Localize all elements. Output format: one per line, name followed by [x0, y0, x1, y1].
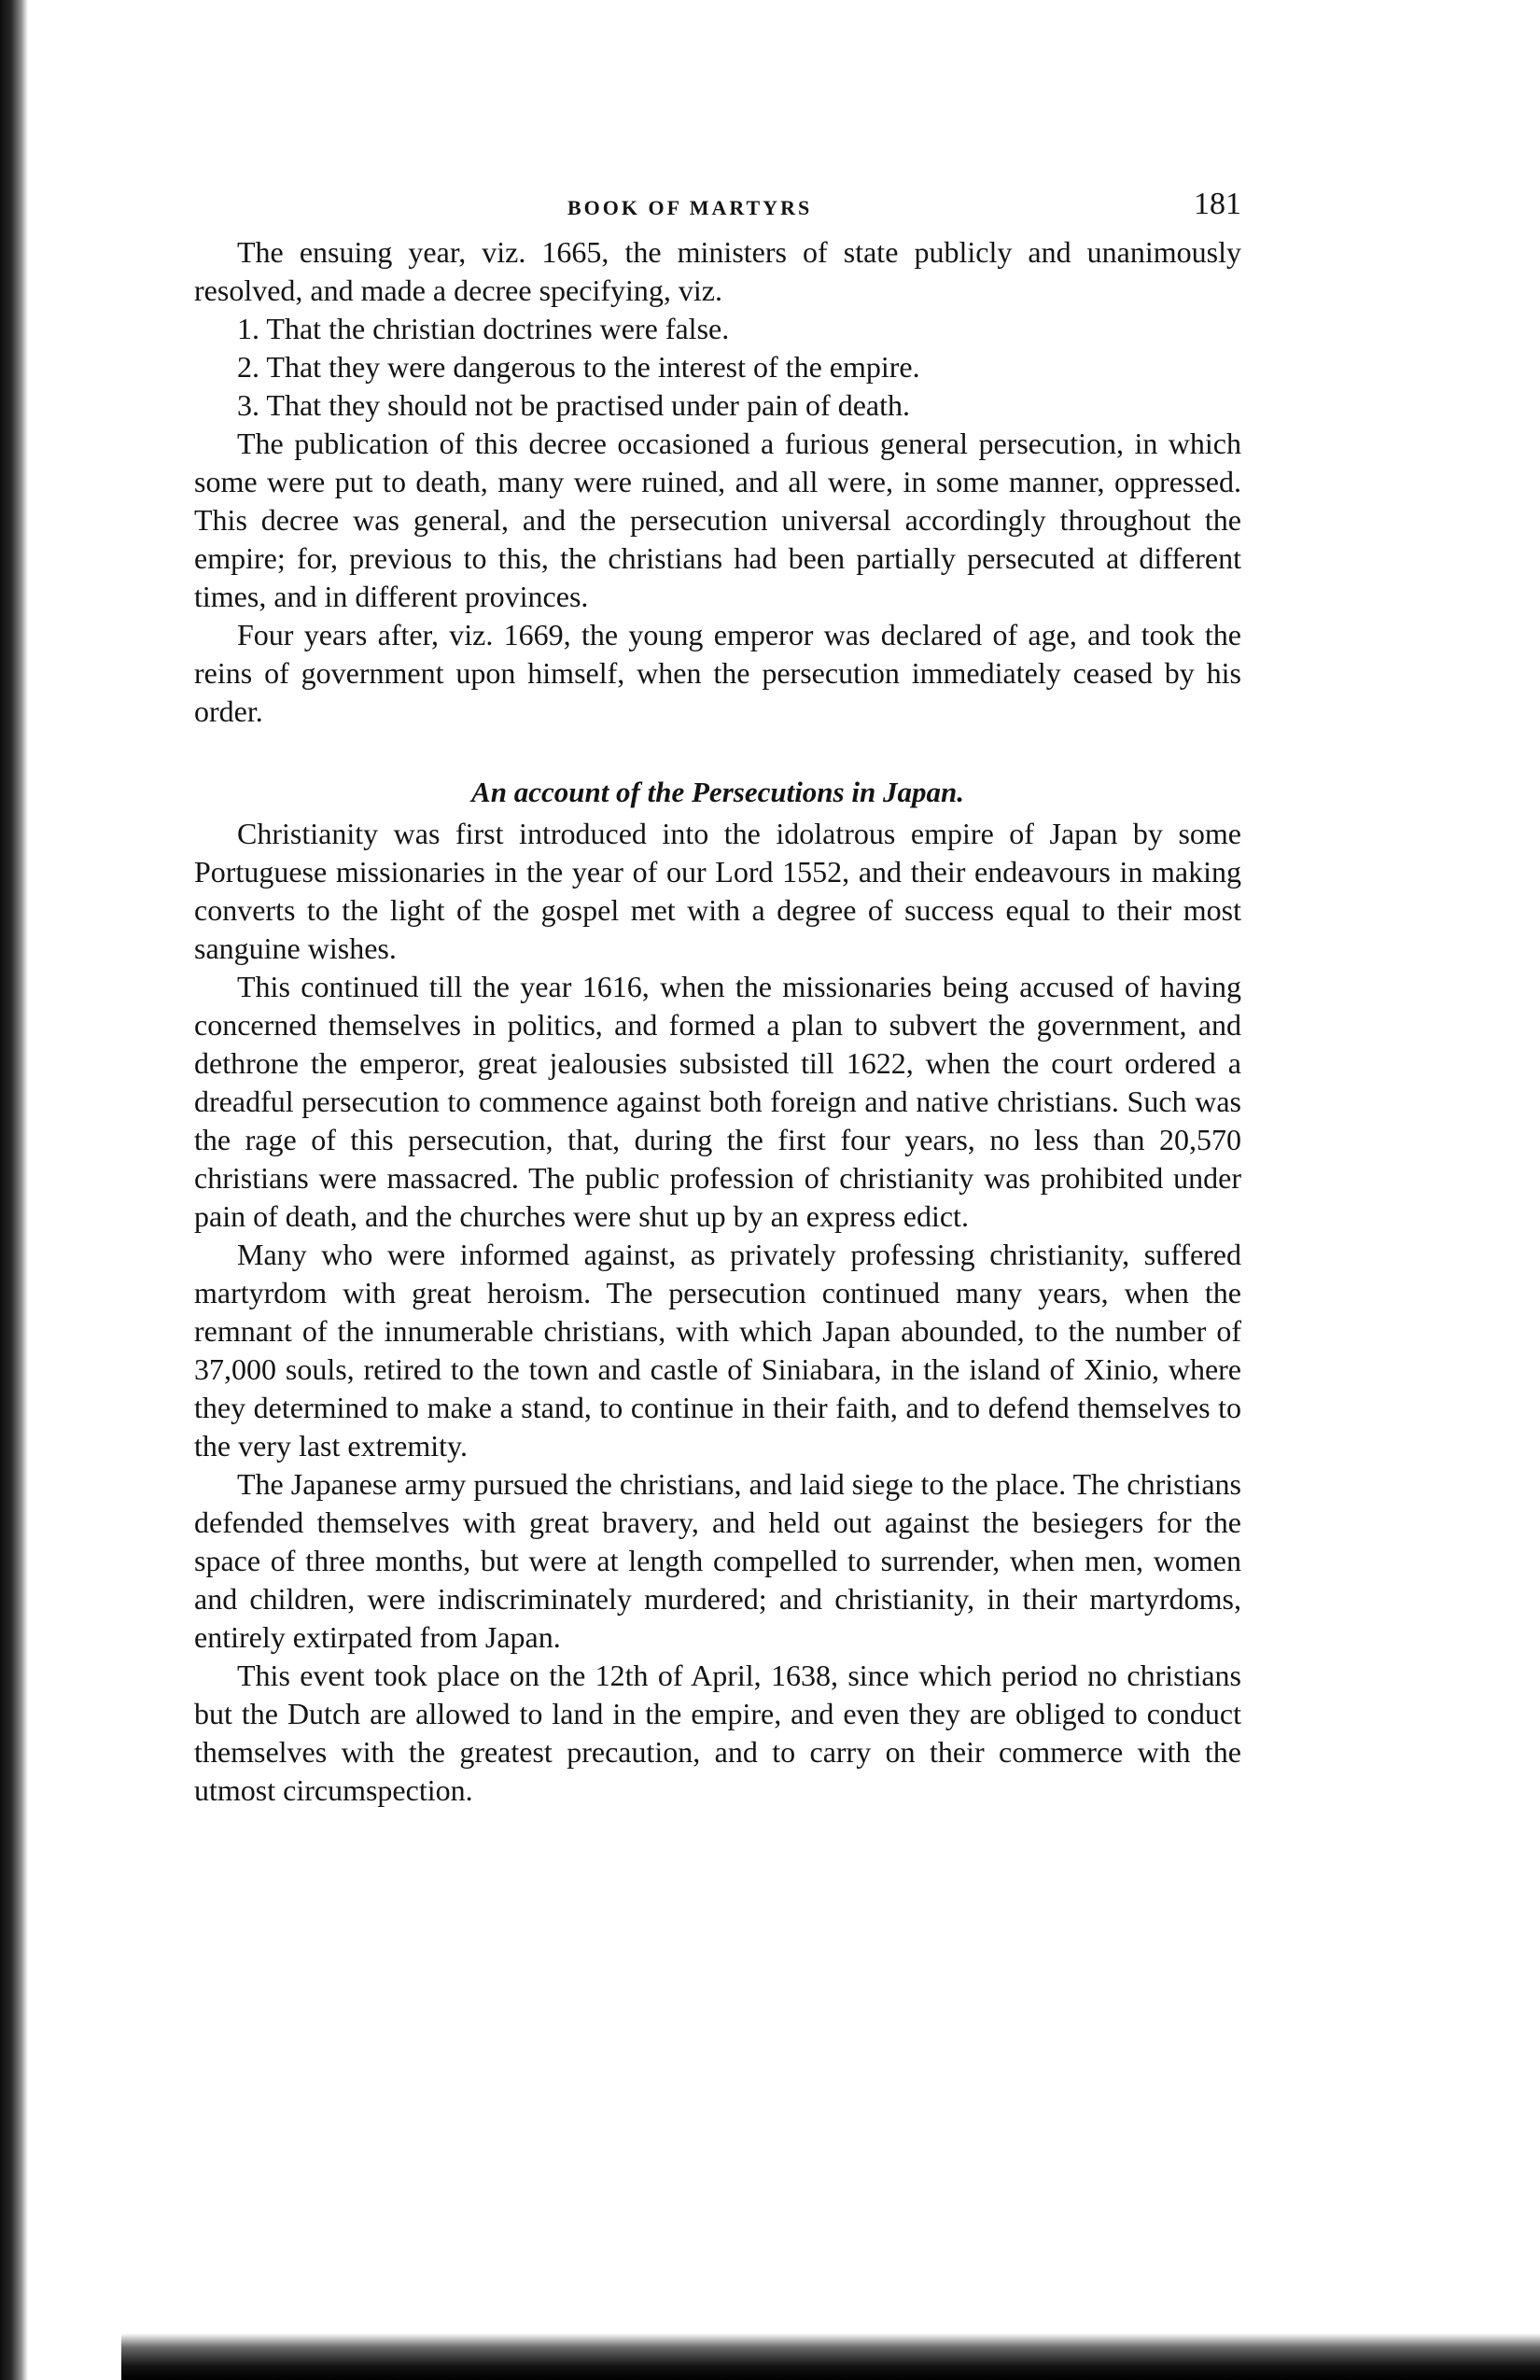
body-paragraph: The publication of this decree occasioned a furious general persecution, in which some were put to death, many were ruined, and all were, in some manner, oppressed. This decree was general, and the persecution universal accordingly throughout the empire; for, previous to this, the christians had been partially persecuted at different times, and in different provinces. — [194, 427, 1241, 613]
book-page — [194, 187, 1241, 1810]
body-paragraph: This continued till the year 1616, when the missionaries being accused of having concerned themselves in politics, and formed a plan to subvert the government, and dethrone the emperor, great jealousies subsisted till 1622, when the court ordered a dreadful persecution to commence against both foreign and native christians. Such was the rage of this persecution, that, during the first four years, no less than 20,570 christians were massacred. The public profession of christianity was prohibited under pain of death, and the churches were shut up by an express edict. — [194, 970, 1241, 1233]
body-paragraph: Four years after, viz. 1669, the young emperor was declared of age, and took the reins of government upon himself, when the persecution immediately ceased by his order. — [194, 618, 1241, 728]
body-paragraph: Christianity was first introduced into the idolatrous empire of Japan by some Portuguese missionaries in the year of our Lord 1552, and their endeavours in making converts to the light of the gospel met with a degree of success equal to their most sanguine wishes. — [194, 817, 1241, 965]
decree-item: 1. That the christian doctrines were false. — [237, 312, 730, 345]
page-number: 181 — [1194, 187, 1241, 221]
body-paragraph: The Japanese army pursued the christians, and laid siege to the place. The christians defended themselves with great bravery, and held out against the besiegers for the space of three months, but were at length compelled to surrender, when men, women and children, were indiscriminately murdered; and christianity, in their martyrdoms, entirely extirpated from Japan. — [194, 1467, 1241, 1654]
opening-paragraph: The ensuing year, viz. 1665, the ministers of state publicly and unanimously resolved, and made a decree specifying, viz. — [194, 235, 1241, 307]
scanned-page-bottom-edge — [121, 2333, 1540, 2380]
scanned-page-left-edge — [0, 0, 28, 2380]
body-paragraph: Many who were informed against, as privately professing christianity, suffered martyrdom with great heroism. The persecution continued many years, when the remnant of the innumerable christians, with which Japan abounded, to the number of 37,000 souls, retired to the town and castle of Siniabara, in the island of Xinio, where they determined to make a stand, to continue in their faith, and to defend themselves to the very last extremity. — [194, 1238, 1241, 1463]
body-paragraph: This event took place on the 12th of April, 1638, since which period no christians but the Dutch are allowed to land in the empire, and even they are obliged to conduct themselves with the greatest precaution, and to carry on their commerce with the utmost circumspection. — [194, 1659, 1241, 1807]
decree-item: 2. That they were dangerous to the interest of the empire. — [237, 350, 920, 384]
section-heading: An account of the Persecutions in Japan. — [471, 776, 964, 808]
running-head-title: BOOK OF MARTYRS — [567, 196, 813, 219]
page-header — [194, 187, 1241, 233]
decree-item: 3. That they should not be practised under pain of death. — [237, 388, 910, 422]
